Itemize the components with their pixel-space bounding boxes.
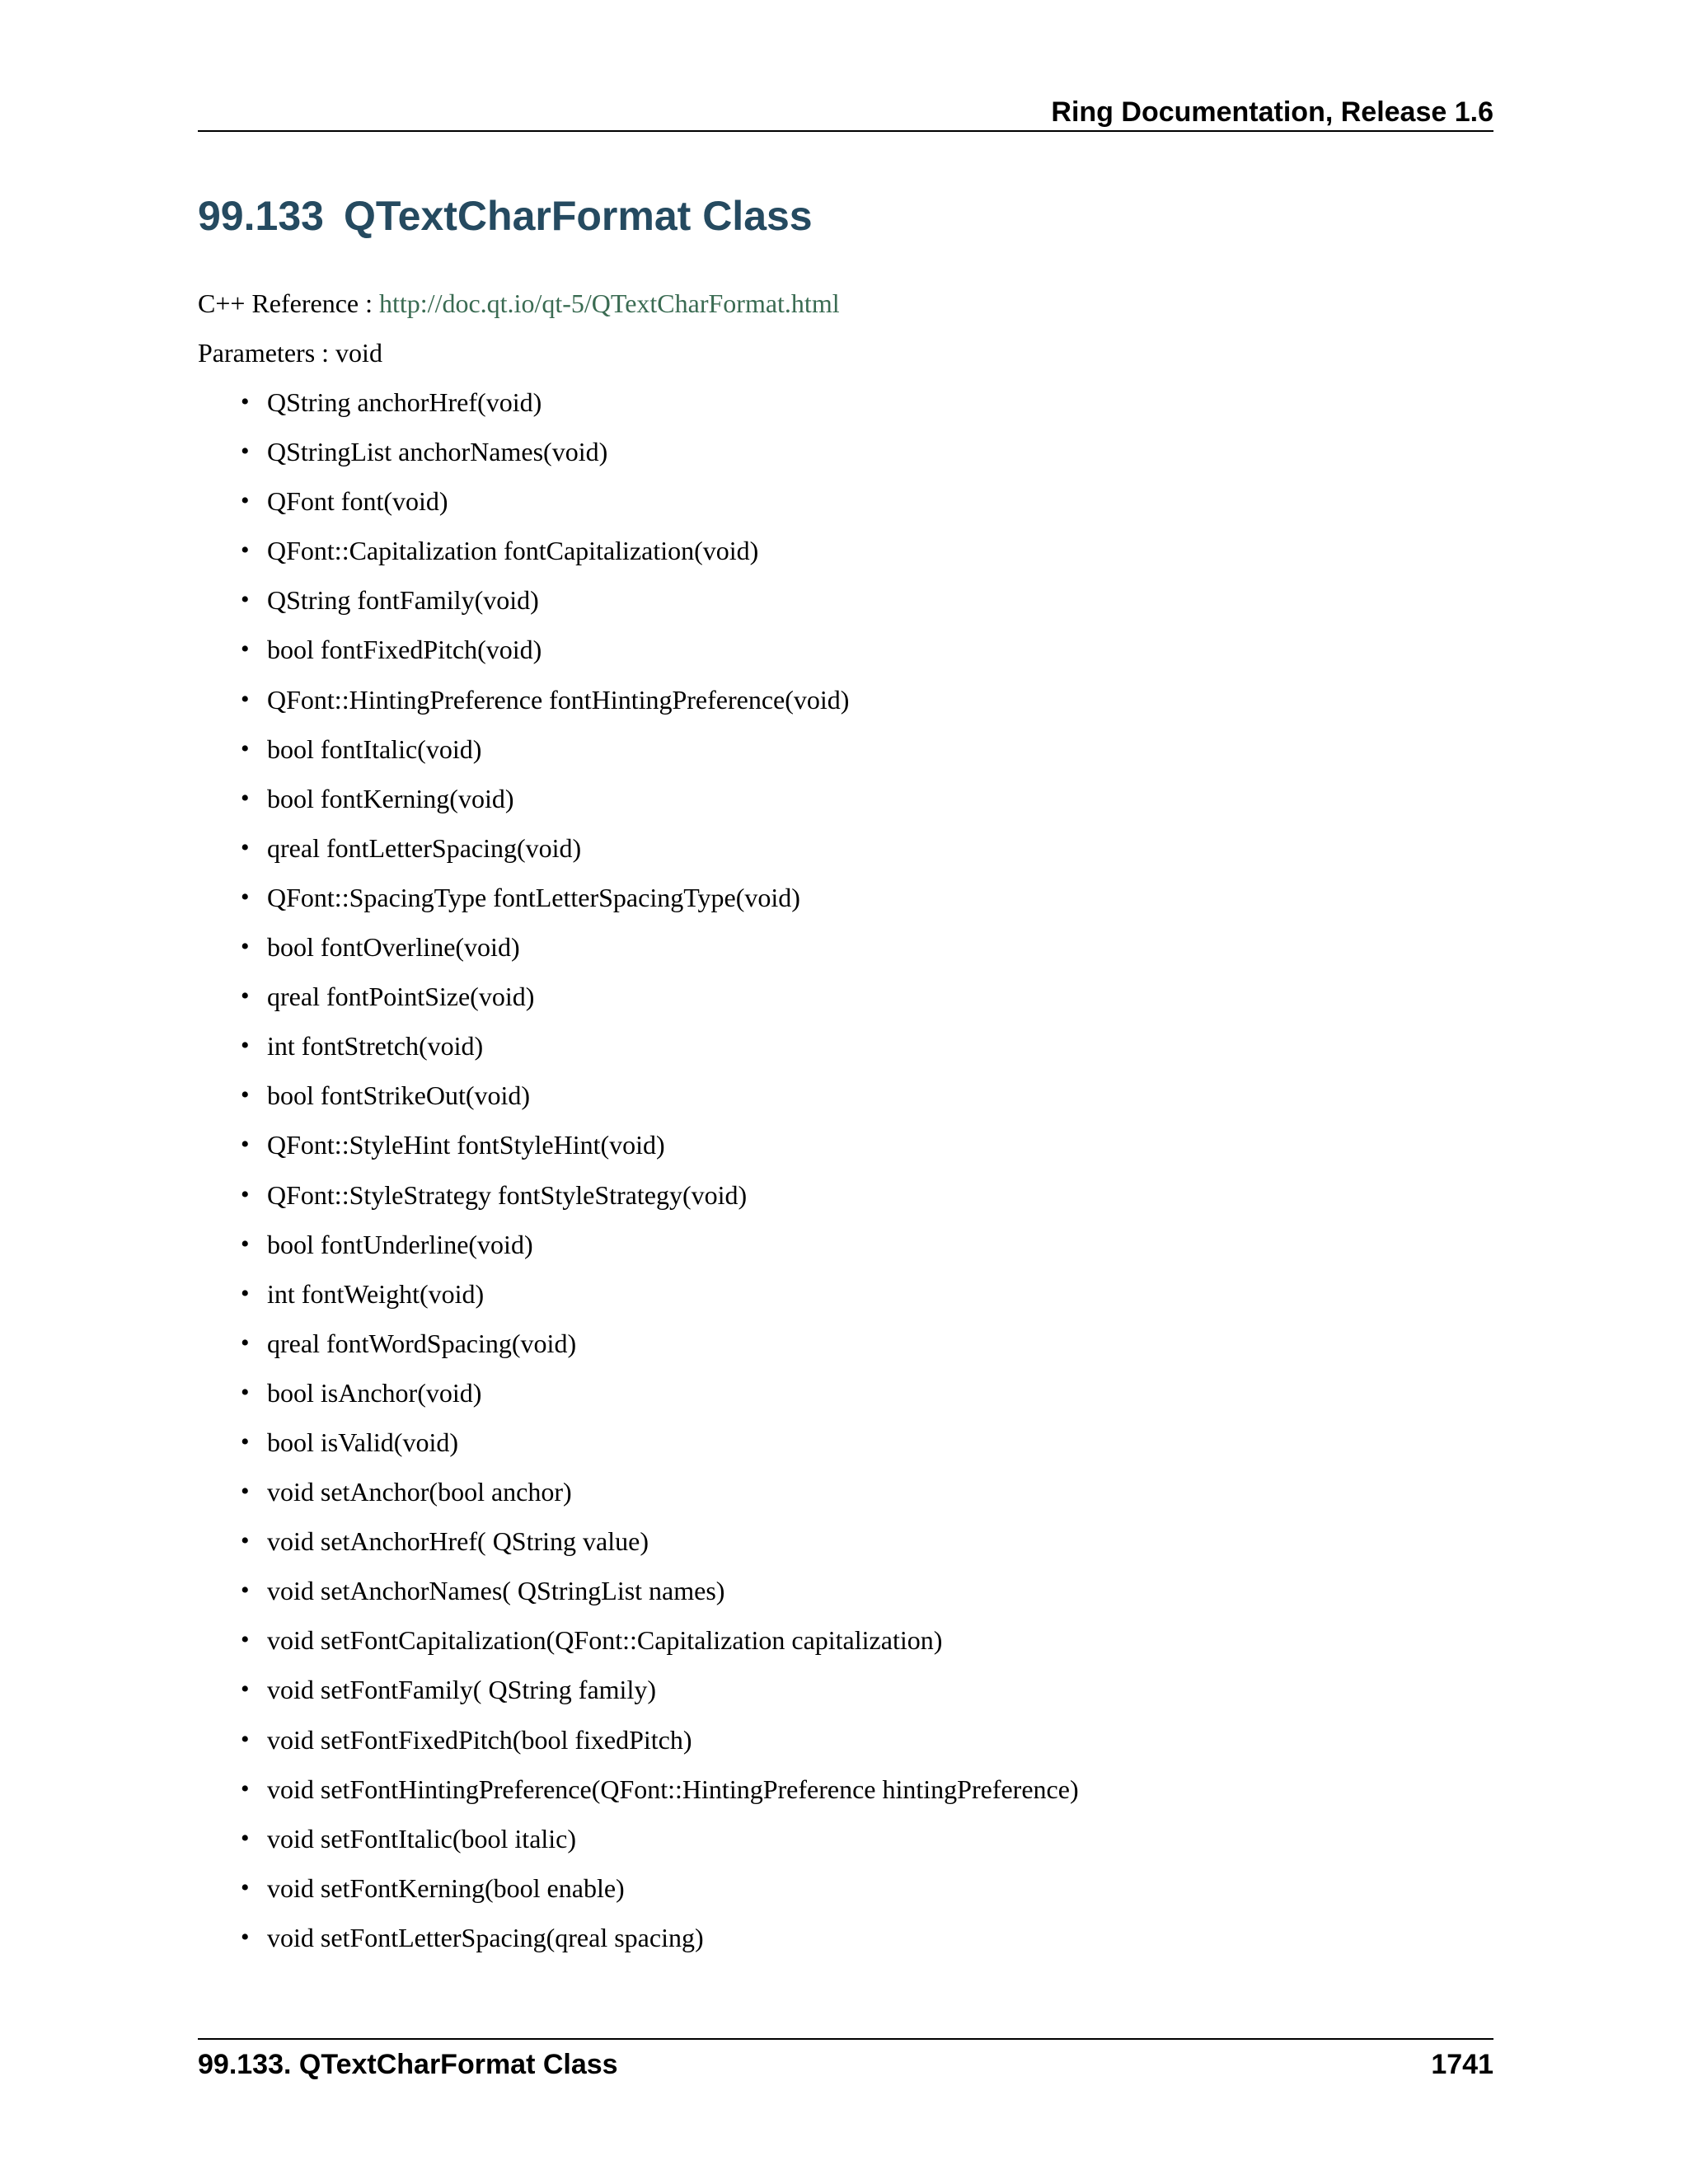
bullet-icon: • bbox=[241, 1081, 250, 1109]
method-item bbox=[198, 633, 1079, 682]
method-text: QStringList anchorNames(void) bbox=[267, 437, 608, 467]
bullet-icon: • bbox=[241, 982, 250, 1010]
bullet-icon: • bbox=[241, 537, 250, 565]
method-text: void setFontCapitalization(QFont::Capitalization capitalization) bbox=[267, 1625, 943, 1656]
method-text: QString fontFamily(void) bbox=[267, 585, 539, 616]
method-text: bool fontOverline(void) bbox=[267, 932, 520, 963]
method-item bbox=[198, 1475, 1079, 1525]
bullet-icon: • bbox=[241, 438, 250, 466]
bullet-icon: • bbox=[241, 1923, 250, 1951]
method-text: bool isValid(void) bbox=[267, 1427, 458, 1457]
method-text: bool fontFixedPitch(void) bbox=[267, 635, 542, 665]
footer-page-number: 1741 bbox=[1431, 2049, 1493, 2080]
section-heading bbox=[198, 191, 813, 241]
method-text: void setFontHintingPreference(QFont::HintingPreference hintingPreference) bbox=[267, 1774, 1079, 1804]
method-text: void setFontKerning(bool enable) bbox=[267, 1872, 625, 1903]
reference-link[interactable]: http://doc.qt.io/qt-5/QTextCharFormat.html bbox=[379, 288, 840, 318]
bullet-icon: • bbox=[241, 1427, 250, 1455]
bullet-icon: • bbox=[241, 487, 250, 515]
bullet-icon: • bbox=[241, 1032, 250, 1060]
bullet-icon: • bbox=[241, 1626, 250, 1654]
method-item bbox=[198, 832, 1079, 881]
method-item bbox=[198, 1376, 1079, 1426]
bullet-icon: • bbox=[241, 635, 250, 663]
header-title: Ring Documentation, Release 1.6 bbox=[1051, 96, 1493, 128]
method-item bbox=[198, 683, 1079, 733]
method-text: qreal fontLetterSpacing(void) bbox=[267, 832, 582, 863]
method-text: bool fontStrikeOut(void) bbox=[267, 1080, 531, 1111]
method-text: void setFontFixedPitch(bool fixedPitch) bbox=[267, 1724, 692, 1755]
bullet-icon: • bbox=[241, 388, 250, 415]
bullet-icon: • bbox=[241, 1577, 250, 1605]
method-item bbox=[198, 1624, 1079, 1673]
method-item bbox=[198, 1723, 1079, 1773]
bullet-icon: • bbox=[241, 1478, 250, 1506]
method-text: void setFontFamily( QString family) bbox=[267, 1675, 656, 1705]
method-text: QFont font(void) bbox=[267, 486, 448, 517]
method-item bbox=[198, 1277, 1079, 1327]
method-text: qreal fontWordSpacing(void) bbox=[267, 1328, 577, 1358]
method-item bbox=[198, 1773, 1079, 1822]
method-item bbox=[198, 435, 1079, 485]
method-text: bool fontItalic(void) bbox=[267, 733, 482, 764]
page-header bbox=[198, 91, 1493, 132]
bullet-icon: • bbox=[241, 1329, 250, 1357]
method-item bbox=[198, 1029, 1079, 1079]
bullet-icon: • bbox=[241, 933, 250, 961]
method-text: QFont::SpacingType fontLetterSpacingType(void) bbox=[267, 882, 800, 912]
bullet-icon: • bbox=[241, 1279, 250, 1307]
bullet-icon: • bbox=[241, 1725, 250, 1753]
method-text: int fontWeight(void) bbox=[267, 1278, 485, 1309]
bullet-icon: • bbox=[241, 833, 250, 861]
bullet-icon: • bbox=[241, 1774, 250, 1802]
method-text: void setFontItalic(bool italic) bbox=[267, 1823, 577, 1854]
method-text: void setFontLetterSpacing(qreal spacing) bbox=[267, 1922, 704, 1952]
bullet-icon: • bbox=[241, 1824, 250, 1852]
method-item bbox=[198, 583, 1079, 633]
method-item bbox=[198, 534, 1079, 583]
bullet-icon: • bbox=[241, 1873, 250, 1901]
method-text: void setAnchor(bool anchor) bbox=[267, 1477, 572, 1507]
method-item bbox=[198, 1872, 1079, 1921]
bullet-icon: • bbox=[241, 1180, 250, 1208]
method-item bbox=[198, 782, 1079, 832]
method-text: QFont::Capitalization fontCapitalization(void) bbox=[267, 536, 759, 566]
footer-section-title: 99.133. QTextCharFormat Class bbox=[198, 2049, 618, 2080]
bullet-icon: • bbox=[241, 586, 250, 614]
method-text: int fontStretch(void) bbox=[267, 1031, 484, 1062]
bullet-icon: • bbox=[241, 1230, 250, 1258]
bullet-icon: • bbox=[241, 1527, 250, 1555]
method-item bbox=[198, 1179, 1079, 1228]
method-text: bool isAnchor(void) bbox=[267, 1377, 482, 1408]
bullet-icon: • bbox=[241, 1131, 250, 1159]
method-item bbox=[198, 1426, 1079, 1475]
bullet-icon: • bbox=[241, 883, 250, 911]
method-item bbox=[198, 1327, 1079, 1376]
bullet-icon: • bbox=[241, 734, 250, 762]
method-item bbox=[198, 1574, 1079, 1624]
section-number: 99.133 bbox=[198, 193, 324, 239]
method-text: void setAnchorHref( QString value) bbox=[267, 1526, 649, 1557]
method-item bbox=[198, 1228, 1079, 1277]
method-item bbox=[198, 386, 1079, 435]
method-text: QFont::StyleHint fontStyleHint(void) bbox=[267, 1130, 665, 1160]
method-text: bool fontUnderline(void) bbox=[267, 1229, 533, 1259]
reference-label: C++ Reference : bbox=[198, 288, 379, 318]
method-text: void setAnchorNames( QStringList names) bbox=[267, 1576, 725, 1606]
method-item bbox=[198, 980, 1079, 1029]
method-item bbox=[198, 881, 1079, 930]
bullet-icon: • bbox=[241, 1378, 250, 1406]
method-item bbox=[198, 1128, 1079, 1178]
bullet-icon: • bbox=[241, 784, 250, 812]
method-item bbox=[198, 1079, 1079, 1128]
method-item bbox=[198, 733, 1079, 782]
method-list bbox=[198, 386, 1079, 1971]
method-item bbox=[198, 1673, 1079, 1722]
method-text: bool fontKerning(void) bbox=[267, 783, 514, 813]
method-item bbox=[198, 1525, 1079, 1574]
page-footer bbox=[198, 2038, 1493, 2089]
parameters-line: Parameters : void bbox=[198, 338, 382, 368]
section-title: QTextCharFormat Class bbox=[343, 193, 813, 239]
method-item bbox=[198, 1921, 1079, 1971]
method-item bbox=[198, 930, 1079, 980]
method-text: QString anchorHref(void) bbox=[267, 387, 542, 417]
method-text: QFont::StyleStrategy fontStyleStrategy(void) bbox=[267, 1179, 748, 1210]
method-item bbox=[198, 1822, 1079, 1872]
cpp-reference bbox=[198, 287, 840, 320]
method-text: QFont::HintingPreference fontHintingPreference(void) bbox=[267, 684, 850, 715]
bullet-icon: • bbox=[241, 1675, 250, 1704]
method-text: qreal fontPointSize(void) bbox=[267, 982, 535, 1012]
bullet-icon: • bbox=[241, 685, 250, 713]
method-item bbox=[198, 485, 1079, 534]
